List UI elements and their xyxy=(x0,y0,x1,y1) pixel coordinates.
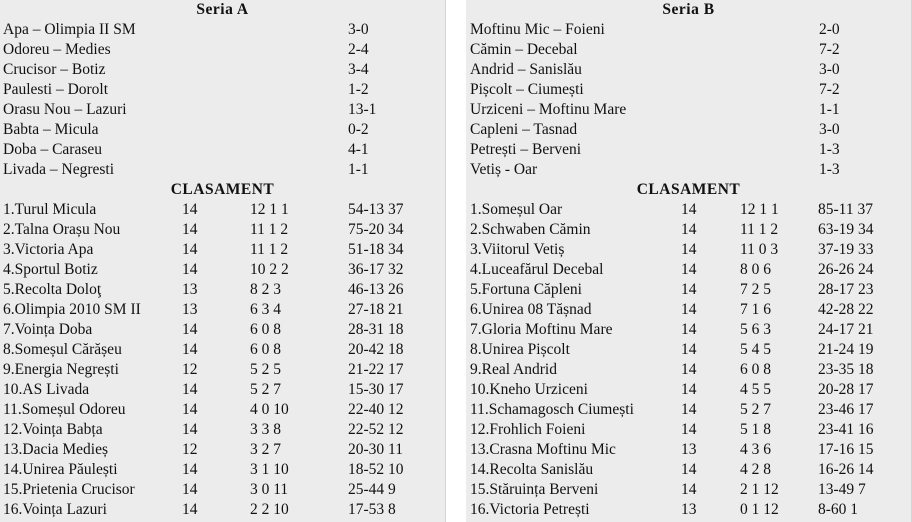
team-name: 14.Recolta Sanislău xyxy=(470,461,594,478)
standings-row xyxy=(466,440,911,460)
standings-row xyxy=(0,480,445,500)
games-played: 14 xyxy=(182,421,198,438)
win-draw-loss: 11 1 2 xyxy=(250,221,289,238)
games-played: 12 xyxy=(182,441,198,458)
match-teams: Vetiș - Oar xyxy=(470,161,538,178)
seria-a-clasament-title: CLASAMENT xyxy=(170,181,275,198)
match-score: 1-1 xyxy=(348,161,369,178)
result-row xyxy=(466,80,911,100)
result-row xyxy=(466,100,911,120)
standings-row xyxy=(0,240,445,260)
match-score: 0-2 xyxy=(348,121,369,138)
team-name: 12.Voința Babța xyxy=(3,421,103,438)
standings-row xyxy=(0,300,445,320)
standings-row xyxy=(0,420,445,440)
match-teams: Moftinu Mic – Foieni xyxy=(470,21,605,38)
games-played: 14 xyxy=(681,241,697,258)
match-score: 3-4 xyxy=(348,61,369,78)
goals-points: 28-17 23 xyxy=(818,281,874,298)
win-draw-loss: 2 2 10 xyxy=(250,501,289,518)
goals-points: 24-17 21 xyxy=(818,321,874,338)
games-played: 13 xyxy=(182,281,198,298)
match-teams: Petrești – Berveni xyxy=(470,141,582,158)
win-draw-loss: 5 2 7 xyxy=(740,401,771,418)
win-draw-loss: 6 0 8 xyxy=(250,341,281,358)
team-name: 7.Gloria Moftinu Mare xyxy=(470,321,613,338)
match-teams: Capleni – Tasnad xyxy=(470,121,578,138)
win-draw-loss: 4 0 10 xyxy=(250,401,289,418)
standings-row xyxy=(0,460,445,480)
games-played: 14 xyxy=(681,261,697,278)
team-name: 10.Kneho Urziceni xyxy=(470,381,588,398)
standings-row xyxy=(466,200,911,220)
win-draw-loss: 5 4 5 xyxy=(740,341,771,358)
games-played: 14 xyxy=(681,381,697,398)
goals-points: 22-40 12 xyxy=(348,401,404,418)
win-draw-loss: 2 1 12 xyxy=(740,481,779,498)
match-teams: Babta – Micula xyxy=(3,121,99,138)
seria-a-title: Seria A xyxy=(196,1,249,18)
games-played: 14 xyxy=(681,341,697,358)
win-draw-loss: 4 3 6 xyxy=(740,441,771,458)
match-teams: Cămin – Decebal xyxy=(470,41,578,58)
games-played: 14 xyxy=(681,301,697,318)
win-draw-loss: 8 0 6 xyxy=(740,261,771,278)
standings-row xyxy=(466,240,911,260)
goals-points: 26-26 24 xyxy=(818,261,874,278)
result-row xyxy=(466,120,911,140)
win-draw-loss: 4 2 8 xyxy=(740,461,771,478)
match-teams: Paulesti – Dorolt xyxy=(3,81,109,98)
team-name: 16.Victoria Petrești xyxy=(470,501,590,518)
team-name: 11.Schamagosch Ciumești xyxy=(470,401,634,418)
goals-points: 22-52 12 xyxy=(348,421,404,438)
goals-points: 13-49 7 xyxy=(818,481,866,498)
goals-points: 28-31 18 xyxy=(348,321,404,338)
standings-row xyxy=(0,380,445,400)
result-row xyxy=(466,20,911,40)
seria-b-panel xyxy=(466,0,912,522)
win-draw-loss: 3 3 8 xyxy=(250,421,281,438)
match-teams: Doba – Caraseu xyxy=(3,141,102,158)
win-draw-loss: 0 1 12 xyxy=(740,501,779,518)
games-played: 14 xyxy=(182,481,198,498)
team-name: 7.Voința Doba xyxy=(3,321,93,338)
standings-row xyxy=(466,360,911,380)
team-name: 9.Real Andrid xyxy=(470,361,557,378)
team-name: 6.Unirea 08 Tășnad xyxy=(470,301,592,318)
result-row xyxy=(466,140,911,160)
match-teams: Crucisor – Botiz xyxy=(3,61,106,78)
standings-row xyxy=(0,320,445,340)
result-row xyxy=(0,160,445,180)
win-draw-loss: 4 5 5 xyxy=(740,381,771,398)
team-name: 5.Fortuna Căpleni xyxy=(470,281,582,298)
match-score: 1-3 xyxy=(819,161,840,178)
match-score: 7-2 xyxy=(819,41,840,58)
standings-row xyxy=(466,420,911,440)
win-draw-loss: 10 2 2 xyxy=(250,261,289,278)
goals-points: 15-30 17 xyxy=(348,381,404,398)
match-score: 2-0 xyxy=(819,21,840,38)
win-draw-loss: 5 6 3 xyxy=(740,321,771,338)
standings-row xyxy=(0,500,445,520)
win-draw-loss: 7 2 5 xyxy=(740,281,771,298)
games-played: 14 xyxy=(182,401,198,418)
match-score: 3-0 xyxy=(819,61,840,78)
result-row xyxy=(0,100,445,120)
games-played: 14 xyxy=(681,401,697,418)
games-played: 14 xyxy=(681,481,697,498)
goals-points: 36-17 32 xyxy=(348,261,404,278)
standings-row xyxy=(0,440,445,460)
team-name: 15.Stăruința Berveni xyxy=(470,481,599,498)
team-name: 4.Luceafărul Decebal xyxy=(470,261,604,278)
result-row xyxy=(466,40,911,60)
standings-row xyxy=(466,500,911,520)
team-name: 13.Dacia Medieș xyxy=(3,441,109,458)
standings-row xyxy=(466,380,911,400)
games-played: 13 xyxy=(681,501,697,518)
team-name: 11.Someșul Odoreu xyxy=(3,401,126,418)
standings-row xyxy=(0,360,445,380)
result-row xyxy=(0,20,445,40)
win-draw-loss: 12 1 1 xyxy=(250,201,289,218)
goals-points: 23-35 18 xyxy=(818,361,874,378)
standings-row xyxy=(466,220,911,240)
win-draw-loss: 6 0 8 xyxy=(250,321,281,338)
win-draw-loss: 7 1 6 xyxy=(740,301,771,318)
games-played: 14 xyxy=(681,221,697,238)
win-draw-loss: 5 2 5 xyxy=(250,361,281,378)
result-row xyxy=(0,140,445,160)
team-name: 9.Energia Negrești xyxy=(3,361,119,378)
team-name: 3.Victoria Apa xyxy=(3,241,94,258)
games-played: 14 xyxy=(182,221,198,238)
win-draw-loss: 5 1 8 xyxy=(740,421,771,438)
team-name: 13.Crasna Moftinu Mic xyxy=(470,441,616,458)
team-name: 6.Olimpia 2010 SM II xyxy=(3,301,141,318)
match-teams: Apa – Olimpia II SM xyxy=(3,21,136,38)
goals-points: 8-60 1 xyxy=(818,501,859,518)
team-name: 12.Frohlich Foieni xyxy=(470,421,586,438)
goals-points: 17-53 8 xyxy=(348,501,396,518)
match-teams: Orasu Nou – Lazuri xyxy=(3,101,127,118)
win-draw-loss: 8 2 3 xyxy=(250,281,281,298)
team-name: 10.AS Livada xyxy=(3,381,90,398)
goals-points: 54-13 37 xyxy=(348,201,404,218)
win-draw-loss: 11 1 2 xyxy=(250,241,289,258)
games-played: 14 xyxy=(182,461,198,478)
goals-points: 85-11 37 xyxy=(818,201,873,218)
goals-points: 18-52 10 xyxy=(348,461,404,478)
team-name: 5.Recolta Doloţ xyxy=(3,281,102,298)
goals-points: 23-46 17 xyxy=(818,401,874,418)
goals-points: 27-18 21 xyxy=(348,301,404,318)
team-name: 8.Unirea Pișcolt xyxy=(470,341,570,358)
team-name: 1.Someșul Oar xyxy=(470,201,563,218)
match-score: 7-2 xyxy=(819,81,840,98)
seria-b-clasament-title: CLASAMENT xyxy=(636,181,741,198)
match-score: 1-1 xyxy=(819,101,840,118)
standings-row xyxy=(466,280,911,300)
win-draw-loss: 3 2 7 xyxy=(250,441,281,458)
games-played: 14 xyxy=(182,201,198,218)
result-row xyxy=(0,80,445,100)
games-played: 13 xyxy=(182,301,198,318)
standings-row xyxy=(0,400,445,420)
goals-points: 17-16 15 xyxy=(818,441,874,458)
match-score: 4-1 xyxy=(348,141,369,158)
goals-points: 21-24 19 xyxy=(818,341,874,358)
result-row xyxy=(0,60,445,80)
games-played: 14 xyxy=(182,381,198,398)
match-teams: Livada – Negresti xyxy=(3,161,115,178)
goals-points: 51-18 34 xyxy=(348,241,404,258)
standings-row xyxy=(466,320,911,340)
team-name: 2.Schwaben Cămin xyxy=(470,221,591,238)
goals-points: 20-42 18 xyxy=(348,341,404,358)
games-played: 14 xyxy=(182,501,198,518)
goals-points: 21-22 17 xyxy=(348,361,404,378)
standings-row xyxy=(0,200,445,220)
match-teams: Odoreu – Medies xyxy=(3,41,111,58)
team-name: 8.Someșul Cărășeu xyxy=(3,341,122,358)
win-draw-loss: 6 0 8 xyxy=(740,361,771,378)
games-played: 14 xyxy=(182,321,198,338)
match-score: 3-0 xyxy=(819,121,840,138)
games-played: 13 xyxy=(681,441,697,458)
games-played: 14 xyxy=(681,421,697,438)
match-score: 1-3 xyxy=(819,141,840,158)
goals-points: 46-13 26 xyxy=(348,281,404,298)
games-played: 14 xyxy=(182,341,198,358)
standings-row xyxy=(0,280,445,300)
win-draw-loss: 6 3 4 xyxy=(250,301,281,318)
games-played: 14 xyxy=(681,321,697,338)
result-row xyxy=(0,120,445,140)
result-row xyxy=(466,160,911,180)
standings-row xyxy=(0,340,445,360)
match-teams: Andrid – Sanislău xyxy=(470,61,582,78)
match-teams: Urziceni – Moftinu Mare xyxy=(470,101,627,118)
team-name: 15.Prietenia Crucisor xyxy=(3,481,135,498)
goals-points: 42-28 22 xyxy=(818,301,874,318)
match-teams: Pișcolt – Ciumești xyxy=(470,81,584,98)
win-draw-loss: 5 2 7 xyxy=(250,381,281,398)
win-draw-loss: 3 0 11 xyxy=(250,481,289,498)
standings-row xyxy=(466,460,911,480)
games-played: 14 xyxy=(681,361,697,378)
goals-points: 37-19 33 xyxy=(818,241,874,258)
standings-row xyxy=(466,340,911,360)
games-played: 12 xyxy=(182,361,198,378)
standings-row xyxy=(466,480,911,500)
team-name: 2.Talna Orașu Nou xyxy=(3,221,121,238)
standings-row xyxy=(0,260,445,280)
team-name: 1.Turul Micula xyxy=(3,201,97,218)
result-row xyxy=(466,60,911,80)
match-score: 3-0 xyxy=(348,21,369,38)
seria-a-panel xyxy=(0,0,446,522)
win-draw-loss: 11 1 2 xyxy=(740,221,779,238)
games-played: 14 xyxy=(681,281,697,298)
match-score: 2-4 xyxy=(348,41,369,58)
goals-points: 63-19 34 xyxy=(818,221,874,238)
goals-points: 25-44 9 xyxy=(348,481,396,498)
standings-row xyxy=(466,300,911,320)
result-row xyxy=(0,40,445,60)
team-name: 3.Viitorul Vetiș xyxy=(470,241,565,258)
match-score: 1-2 xyxy=(348,81,369,98)
match-score: 13-1 xyxy=(348,101,377,118)
goals-points: 16-26 14 xyxy=(818,461,874,478)
win-draw-loss: 12 1 1 xyxy=(740,201,779,218)
games-played: 14 xyxy=(681,201,697,218)
goals-points: 23-41 16 xyxy=(818,421,874,438)
games-played: 14 xyxy=(182,241,198,258)
goals-points: 75-20 34 xyxy=(348,221,404,238)
team-name: 16.Voința Lazuri xyxy=(3,501,107,518)
team-name: 14.Unirea Păulești xyxy=(3,461,118,478)
goals-points: 20-30 11 xyxy=(348,441,403,458)
goals-points: 20-28 17 xyxy=(818,381,874,398)
standings-row xyxy=(466,400,911,420)
games-played: 14 xyxy=(182,261,198,278)
standings-row xyxy=(0,220,445,240)
team-name: 4.Sportul Botiz xyxy=(3,261,98,278)
win-draw-loss: 3 1 10 xyxy=(250,461,289,478)
games-played: 14 xyxy=(681,461,697,478)
standings-row xyxy=(466,260,911,280)
win-draw-loss: 11 0 3 xyxy=(740,241,779,258)
seria-b-title: Seria B xyxy=(662,1,715,18)
